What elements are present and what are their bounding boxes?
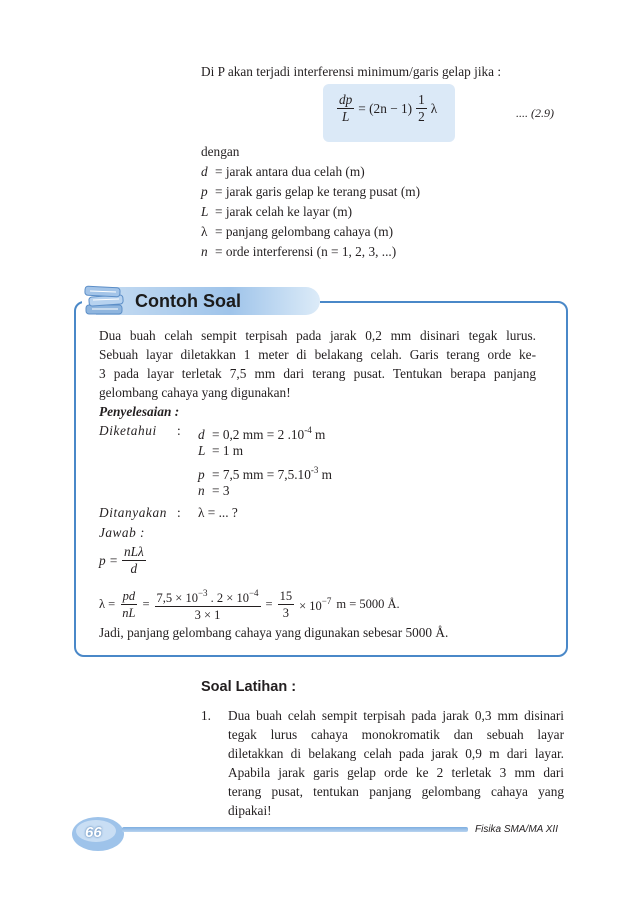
example-title: Contoh Soal	[135, 291, 241, 311]
formula-frac2-mid: . 2 × 10	[207, 591, 249, 605]
equation-rhs: = (2n − 1)	[358, 101, 413, 116]
equation-denominator: L	[341, 109, 350, 124]
formula-equals: =	[142, 596, 150, 611]
definition-symbol: n	[201, 244, 208, 259]
asked-label: Ditanyakan	[99, 505, 168, 520]
asked-value: λ = ... ?	[198, 505, 238, 520]
equation-half	[416, 92, 427, 125]
known-colon: :	[177, 423, 181, 438]
exercise-line: dipakai!	[228, 803, 272, 818]
answer-label: Jawab :	[99, 525, 145, 540]
formula-p-den: d	[130, 561, 138, 576]
exercise-line: Apabila jarak garis gelap orde ke 2 terletak 3 mm dari	[228, 765, 564, 780]
known-value: = 7,5 mm = 7,5.10	[212, 467, 311, 482]
formula-p-num: nLλ	[123, 544, 144, 559]
known-symbol: n	[198, 483, 205, 498]
formula-lambda-frac1	[120, 588, 137, 621]
intro-text: Di P akan terjadi interferensi minimum/garis gelap jika :	[201, 64, 502, 79]
definition-item	[201, 242, 420, 262]
known-label: Diketahui	[99, 423, 157, 438]
footer-rule	[122, 827, 468, 832]
definition-symbol: L	[201, 204, 209, 219]
solution-label: Penyelesaian :	[99, 404, 180, 419]
formula-frac1-den: nL	[122, 605, 136, 620]
example-line: Dua buah celah sempit terpisah pada jarak 0,2 mm disinari tegak lurus.	[99, 328, 536, 343]
known-unit: m	[321, 467, 333, 482]
exercise-number: 1.	[201, 708, 211, 723]
formula-frac2-den: 3 × 1	[194, 608, 221, 622]
asked-colon: :	[177, 505, 181, 520]
formula-exp: −7	[321, 596, 332, 606]
formula-frac3-den: 3	[282, 605, 289, 620]
known-symbol: p	[198, 467, 205, 482]
exercise-line: Dua buah celah sempit terpisah pada jarak 0,3 mm disinari	[228, 708, 564, 723]
formula-result: m = 5000 Å.	[336, 596, 400, 611]
exercise-line: diletakkan di belakang celah pada jarak 0,9 m dari layar.	[228, 746, 564, 761]
exercise-line: tegak lurus cahaya monokromatik dan sebuah layar	[228, 727, 564, 742]
formula-frac1-num: pd	[122, 588, 136, 603]
equation-half-den: 2	[418, 109, 425, 124]
book-stack-icon	[82, 281, 128, 324]
equation-half-num: 1	[418, 92, 425, 107]
exercise-title: Soal Latihan :	[201, 679, 297, 695]
formula-lambda-lhs: λ =	[99, 596, 116, 611]
definition-text: = jarak celah ke layar (m)	[215, 204, 353, 219]
known-value: = 0,2 mm = 2 .10	[212, 427, 305, 442]
definition-list	[201, 162, 420, 262]
formula-equals: =	[265, 596, 273, 611]
known-value: = 3	[212, 483, 230, 498]
equation-numerator: dp	[339, 92, 353, 107]
definition-item	[201, 222, 420, 242]
footer-book-title: Fisika SMA/MA XII	[475, 824, 558, 835]
definition-text: = orde interferensi (n = 1, 2, 3, ...)	[215, 244, 397, 259]
example-line: gelombang cahaya yang digunakan!	[99, 385, 291, 400]
known-value: = 1 m	[212, 443, 244, 458]
definition-item	[201, 202, 420, 222]
known-row	[198, 481, 229, 500]
exercise-line: terang pusat, tentukan panjang gelombang cahaya yang	[228, 784, 564, 799]
definition-text: = jarak antara dua celah (m)	[215, 164, 365, 179]
equation-fraction	[337, 92, 354, 125]
known-exponent: -4	[304, 425, 312, 435]
dengan-label: dengan	[201, 144, 240, 159]
formula-lambda-frac2	[155, 585, 261, 623]
equation-box	[323, 84, 455, 142]
page-number: 66	[85, 824, 102, 841]
formula-frac2-exp-a: −3	[197, 588, 208, 598]
formula-frac3-num: 15	[279, 588, 293, 603]
equation-tag: .... (2.9)	[516, 106, 554, 120]
formula-times: × 10	[299, 599, 322, 613]
known-row	[198, 441, 243, 460]
formula-p	[99, 544, 146, 577]
formula-p-lhs: p =	[99, 553, 118, 568]
example-line: Sebuah layar diletakkan 1 meter di belakang celah. Garis terang orde ke-	[99, 347, 536, 362]
formula-lambda	[99, 585, 400, 623]
definition-symbol: d	[201, 164, 208, 179]
known-symbol: L	[198, 443, 206, 458]
definition-item	[201, 182, 420, 202]
known-exponent: -3	[310, 465, 319, 475]
formula-lambda-frac3	[278, 588, 295, 621]
definition-symbol: p	[201, 184, 208, 199]
definition-text: = panjang gelombang cahaya (m)	[215, 224, 394, 239]
example-line: 3 pada layar terletak 7,5 mm dari terang pusat. Tentukan berapa panjang	[99, 366, 536, 381]
equation-lambda: λ	[430, 101, 438, 116]
known-symbol: d	[198, 427, 205, 442]
definition-text: = jarak garis gelap ke terang pusat (m)	[215, 184, 421, 199]
conclusion: Jadi, panjang gelombang cahaya yang digunakan sebesar 5000 Å.	[99, 625, 449, 640]
formula-frac2-exp-b: −4	[248, 588, 259, 598]
definition-symbol: λ	[201, 224, 208, 239]
known-unit: m	[315, 427, 326, 442]
definition-item	[201, 162, 420, 182]
formula-p-fraction	[122, 544, 146, 577]
formula-frac2-num: 7,5 × 10	[156, 591, 198, 605]
